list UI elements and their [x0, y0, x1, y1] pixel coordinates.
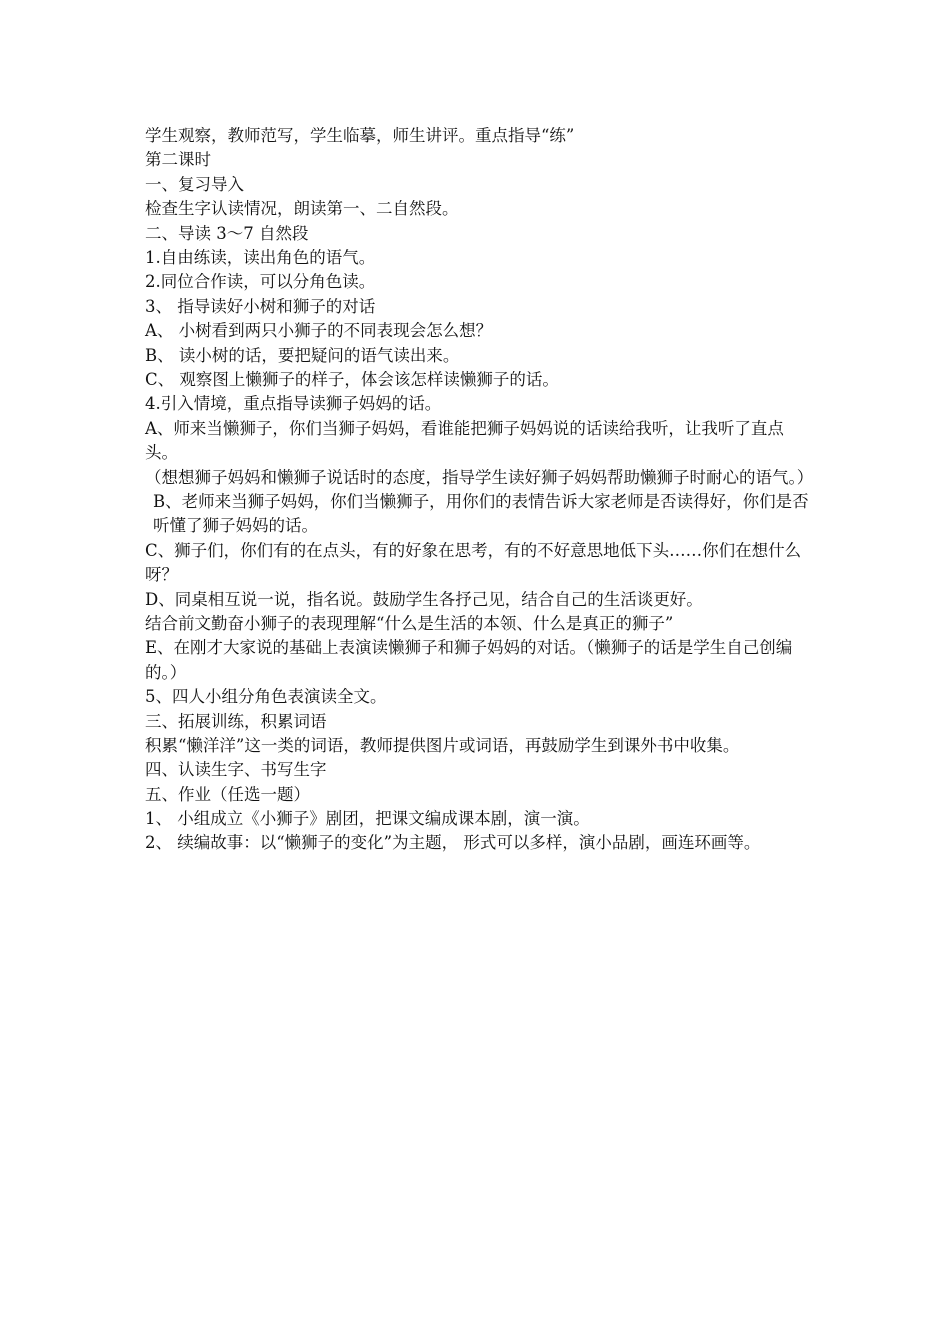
text-line: B、 读小树的话，要把疑问的语气读出来。: [145, 345, 460, 365]
paragraph: A、师来当懒狮子，你们当狮子妈妈，看谁能把狮子妈妈说的话读给我听，让我听了直点头。: [145, 418, 784, 463]
text-line: 1、 小组成立《小狮子》剧团，把课文编成课本剧，演一演。: [145, 809, 590, 829]
text-line: C、 观察图上懒狮子的样子，体会该怎样读懒狮子的话。: [145, 369, 559, 389]
text-line: 3、 指导读好小树和狮子的对话: [145, 296, 376, 316]
text-line: D、同桌相互说一说，指名说。鼓励学生各抒己见，结合自己的生活谈更好。: [145, 589, 703, 609]
section-heading: 一、复习导入: [145, 174, 244, 194]
text-line: 4.引入情境，重点指导读狮子妈妈的话。: [145, 394, 442, 414]
section-heading: 三、拓展训练，积累词语: [145, 711, 327, 731]
section-heading: 第二课时: [145, 150, 211, 170]
section-heading: 四、认读生字、书写生字: [145, 760, 327, 780]
paragraph: 积累“懒洋洋”这一类的词语，教师提供图片或词语，再鼓励学生到课外书中收集。: [145, 735, 740, 755]
text-line: 1.自由练读，读出角色的语气。: [145, 247, 376, 267]
text-line: 学生观察，教师范写，学生临摹，师生讲评。重点指导“练”: [145, 126, 575, 145]
paragraph: E、在刚才大家说的基础上表演读懒狮子和狮子妈妈的对话。（懒狮子的话是学生自己创编的。）: [145, 638, 793, 682]
text-line: 5、四人小组分角色表演读全文。: [145, 687, 387, 707]
paragraph: 2、 续编故事：以“懒狮子的变化”为主题， 形式可以多样，演小品剧，画连环画等。: [145, 833, 761, 853]
text-line: 2.同位合作读，可以分角色读。: [145, 272, 376, 292]
text-line: 检查生字认读情况，朗读第一、二自然段。: [145, 199, 459, 219]
section-heading: 二、导读 3～7 自然段: [145, 223, 309, 243]
paragraph: C、狮子们，你们有的在点头，有的好象在思考，有的不好意思地低下头……你们在想什么呀？: [145, 540, 802, 585]
text-line: A、 小树看到两只小狮子的不同表现会怎么想？: [145, 321, 493, 341]
section-heading: 五、作业（任选一题）: [145, 784, 310, 804]
paragraph: B、老师来当狮子妈妈，你们当懒狮子，用你们的表情告诉大家老师是否读得好，你们是否听懂了狮子妈妈的话。: [153, 491, 809, 536]
document-body: [145, 124, 814, 856]
paragraph: （想想狮子妈妈和懒狮子说话时的态度，指导学生读好狮子妈妈帮助懒狮子时耐心的语气。）: [145, 467, 814, 487]
text-line: 结合前文勤奋小狮子的表现理解“什么是生活的本领、什么是真正的狮子”: [145, 613, 674, 633]
